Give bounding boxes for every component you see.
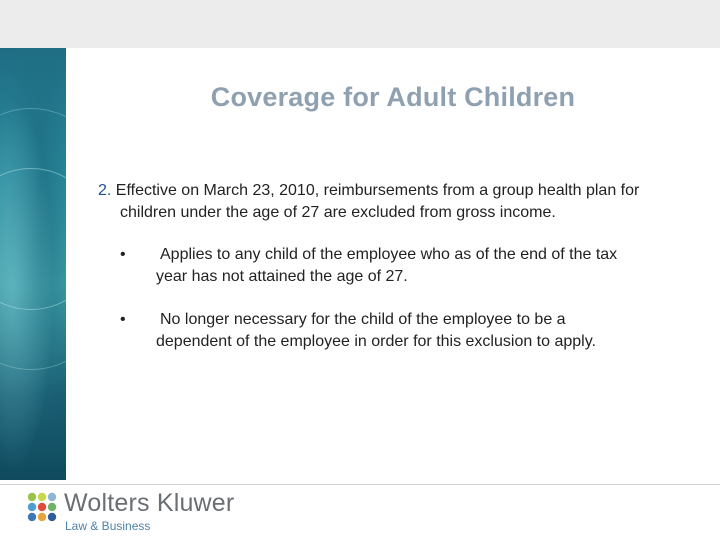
item-number: 2. bbox=[98, 182, 112, 199]
item-text-line2: children under the age of 27 are excluded from gross income. bbox=[120, 204, 556, 221]
bullet-text-line1: Applies to any child of the employee who as of the end of the tax bbox=[160, 246, 618, 263]
globe-decoration bbox=[0, 48, 66, 480]
bullet-text-line2: dependent of the employee in order for this exclusion to apply. bbox=[156, 333, 596, 350]
main-item bbox=[98, 180, 698, 224]
bullet-icon: • bbox=[120, 311, 126, 328]
brand-name: Wolters Kluwer bbox=[64, 489, 235, 517]
sub-brand-name: Law & Business bbox=[65, 519, 151, 533]
bullet-icon: • bbox=[120, 246, 126, 263]
top-band bbox=[0, 0, 720, 48]
bullet-text-line1: No longer necessary for the child of the employee to be a bbox=[160, 311, 566, 328]
wolters-kluwer-logo-icon bbox=[22, 489, 62, 525]
item-text-line1: Effective on March 23, 2010, reimbursements from a group health plan for bbox=[111, 182, 640, 199]
slide-title: Coverage for Adult Children bbox=[210, 82, 576, 112]
bullet-text-line2: year has not attained the age of 27. bbox=[156, 268, 408, 285]
footer-divider bbox=[0, 484, 720, 485]
